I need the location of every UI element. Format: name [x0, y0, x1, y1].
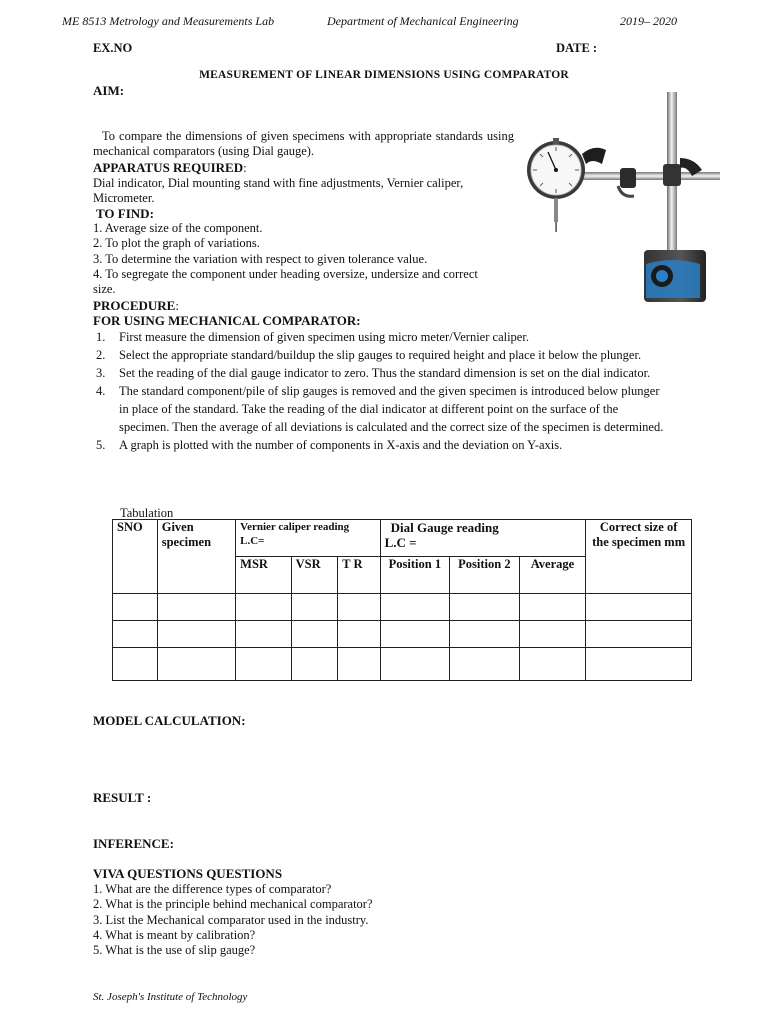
viva-heading: VIVA QUESTIONS QUESTIONS: [93, 866, 283, 881]
step-text: The standard component/pile of slip gauges is removed and the given specimen is introduced below plunger in place of the standard. Take the reading of the dial indicator at different point on the surface of the specimen. Then the average of all deviations is calculated and the correct size of the specimen is determined.: [119, 384, 664, 434]
result-heading: RESULT :: [93, 790, 152, 805]
procedure-subheading: FOR USING MECHANICAL COMPARATOR:: [93, 313, 361, 328]
dial-gauge-title: Dial Gauge reading: [390, 520, 499, 535]
procedure-heading: PROCEDURE: [93, 298, 176, 313]
step-text: Select the appropriate standard/buildup the slip gauges to required height and place it below the plunger.: [119, 348, 642, 362]
to-find-list: [93, 221, 493, 297]
procedure-heading-line: [93, 298, 179, 313]
step-number: 2.: [96, 348, 106, 362]
table-header-row: [113, 520, 692, 557]
page-title: MEASUREMENT OF LINEAR DIMENSIONS USING COMPARATOR: [199, 69, 569, 81]
table-row: [113, 621, 692, 648]
viva-question: 4. What is meant by calibration?: [93, 927, 256, 942]
viva-question: 2. What is the principle behind mechanical comparator?: [93, 897, 373, 912]
step-number: 3.: [96, 366, 106, 380]
to-find-item: 1. Average size of the component.: [93, 221, 263, 235]
step-number: 4.: [96, 384, 106, 398]
viva-question: 1. What are the difference types of comparator?: [93, 882, 332, 896]
to-find-heading: TO FIND:: [96, 206, 154, 221]
step-text: First measure the dimension of given specimen using micro meter/Vernier caliper.: [119, 330, 529, 344]
readings-table: [112, 519, 692, 681]
viva-list: [93, 882, 373, 958]
step-number: 5.: [96, 438, 106, 452]
header-course: ME 8513 Metrology and Measurements Lab: [62, 14, 275, 28]
apparatus-heading-line: [93, 160, 247, 175]
table-row: [113, 594, 692, 621]
apparatus-heading: APPARATUS REQUIRED: [93, 160, 244, 175]
footer-institute: St. Joseph's Institute of Technology: [93, 991, 248, 1003]
col-dial-gauge: [380, 520, 586, 557]
table-row: [113, 648, 692, 681]
col-given-specimen: Given specimen: [157, 520, 235, 594]
col-average: Average: [519, 557, 586, 594]
procedure-steps: [92, 328, 667, 454]
dial-gauge-lc: L.C =: [384, 535, 417, 550]
procedure-step: [92, 346, 667, 364]
header-year: 2019– 2020: [620, 14, 677, 28]
procedure-step: [92, 436, 667, 454]
to-find-item: 4. To segregate the component under heading oversize, undersize and correct size.: [93, 266, 478, 297]
apparatus-text: Dial indicator, Dial mounting stand with fine adjustments, Vernier caliper, Micrometer.: [93, 176, 464, 205]
to-find-item: 3. To determine the variation with respect to given tolerance value.: [93, 251, 428, 266]
col-correct-size: Correct size of the specimen mm: [586, 520, 692, 594]
apparatus-colon: :: [243, 160, 247, 175]
col-tr: T R: [338, 557, 380, 594]
header-department: Department of Mechanical Engineering: [327, 14, 519, 28]
procedure-step: [92, 382, 667, 436]
col-position-2: Position 2: [450, 557, 520, 594]
step-text: A graph is plotted with the number of components in X-axis and the deviation on Y-axis.: [119, 438, 563, 452]
inference-heading: INFERENCE:: [93, 836, 174, 851]
col-position-1: Position 1: [380, 557, 450, 594]
tabulation-label: Tabulation: [120, 506, 174, 520]
aim-text: To compare the dimensions of given specimens with appropriate standards using mechanical comparators (using Dial gauge).: [93, 129, 514, 158]
date-label: DATE :: [556, 41, 598, 55]
col-sno: SNO: [113, 520, 158, 594]
col-vernier-reading: Vernier caliper reading L.C=: [236, 520, 380, 557]
procedure-colon: :: [175, 298, 179, 313]
step-text: Set the reading of the dial gauge indicator to zero. Thus the standard dimension is set on the dial indicator.: [119, 366, 651, 380]
col-msr: MSR: [236, 557, 291, 594]
to-find-item: 2. To plot the graph of variations.: [93, 236, 260, 251]
aim-heading: AIM:: [93, 83, 125, 98]
dial-gauge-stand-image: [522, 88, 722, 308]
procedure-step: [92, 364, 667, 382]
step-number: 1.: [96, 330, 106, 344]
model-calculation-heading: MODEL CALCULATION:: [93, 713, 246, 728]
exno-label: EX.NO: [93, 41, 133, 55]
procedure-step: [92, 328, 667, 346]
col-vsr: VSR: [291, 557, 338, 594]
viva-question: 3. List the Mechanical comparator used in the industry.: [93, 912, 369, 927]
viva-question: 5. What is the use of slip gauge?: [93, 943, 256, 958]
